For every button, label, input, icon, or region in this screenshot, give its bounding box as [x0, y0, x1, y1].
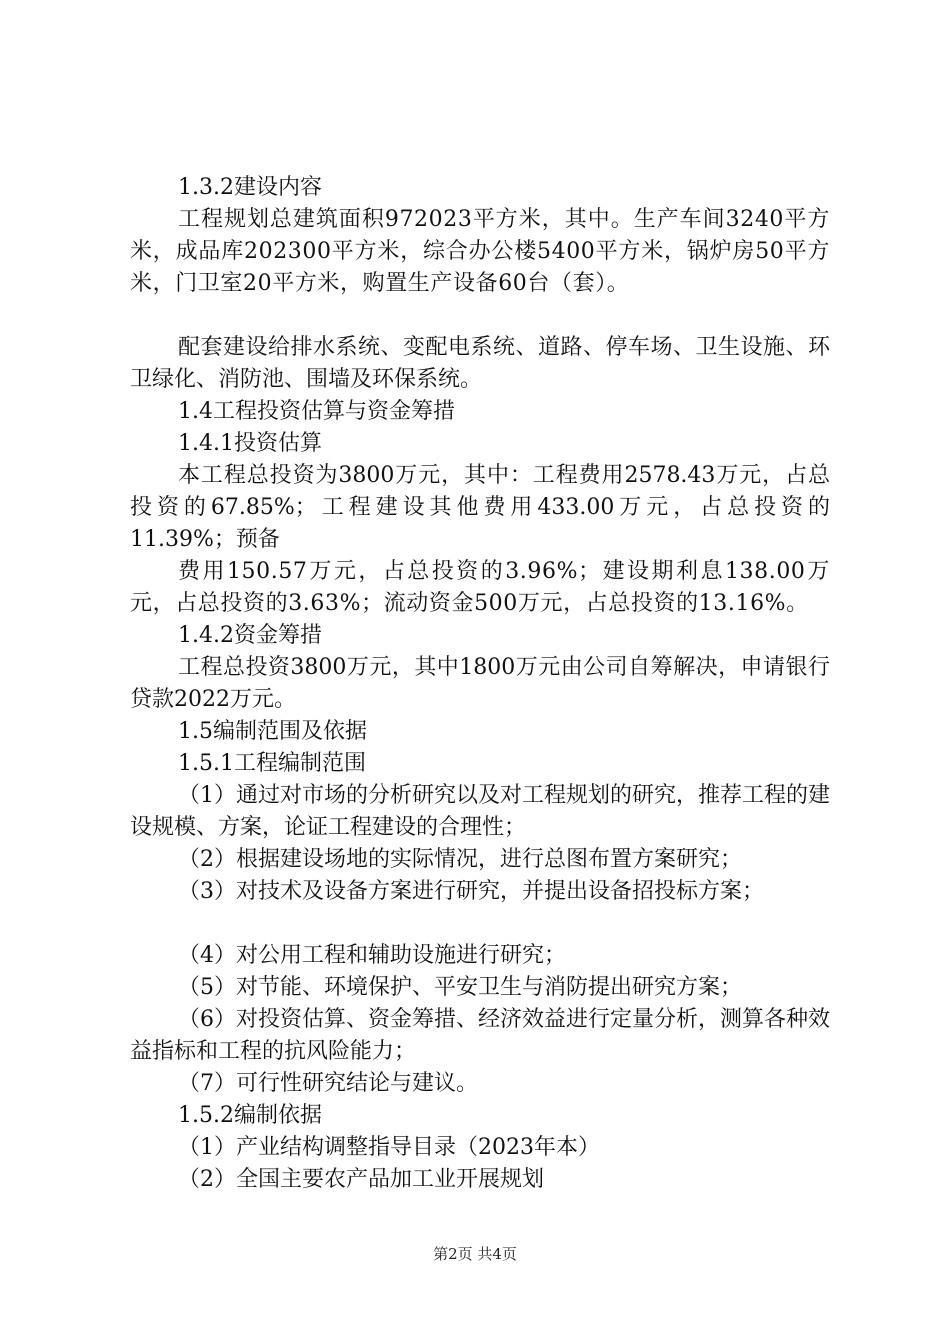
- scope-item-7: （7）可行性研究结论与建议。: [178, 1071, 478, 1096]
- construction-content-paragraph: 工程规划总建筑面积972023平方米，其中。生产车间3240平方米，成品库202300平方米，综合办公楼5400平方米，锅炉房50平方米，门卫室20平方米，购置生产设备60台（套）。: [130, 207, 830, 296]
- investment-estimate-continued-paragraph: 费用150.57万元，占总投资的3.96%；建设期利息138.00万元，占总投资的3.63%；流动资金500万元，占总投资的13.16%。: [130, 559, 830, 616]
- basis-item-1: （1）产业结构调整指导目录（2023年本）: [178, 1135, 600, 1160]
- section-heading-1-3-2: 1.3.2建设内容: [178, 175, 322, 200]
- basis-item-2: （2）全国主要农产品加工业开展规划: [178, 1167, 544, 1192]
- supporting-facilities-paragraph: 配套建设给排水系统、变配电系统、道路、停车场、卫生设施、环卫绿化、消防池、围墙及环保系统。: [130, 335, 830, 392]
- funding-paragraph: 工程总投资3800万元，其中1800万元由公司自筹解决，申请银行贷款2022万元。: [130, 655, 830, 712]
- scope-item-2: （2）根据建设场地的实际情况，进行总图布置方案研究；: [178, 847, 742, 872]
- scope-item-5: （5）对节能、环境保护、平安卫生与消防提出研究方案；: [178, 975, 742, 1000]
- section-heading-1-5-1: 1.5.1工程编制范围: [178, 751, 366, 776]
- scope-item-4: （4）对公用工程和辅助设施进行研究；: [178, 943, 566, 968]
- page-footer: 第2页 共4页: [433, 1245, 517, 1263]
- section-heading-1-4-1: 1.4.1投资估算: [178, 431, 322, 456]
- section-heading-1-4: 1.4工程投资估算与资金筹措: [178, 399, 455, 424]
- investment-estimate-paragraph: 本工程总投资为3800万元，其中：工程费用2578.43万元，占总投资的67.85%；工程建设其他费用433.00万元，占总投资的11.39%；预备: [130, 463, 830, 552]
- document-body: [130, 172, 830, 1196]
- section-heading-1-4-2: 1.4.2资金筹措: [178, 623, 322, 648]
- section-heading-1-5: 1.5编制范围及依据: [178, 719, 367, 744]
- scope-item-1: （1）通过对市场的分析研究以及对工程规划的研究，推荐工程的建设规模、方案，论证工程建设的合理性；: [130, 783, 830, 840]
- scope-item-3: （3）对技术及设备方案进行研究，并提出设备招投标方案；: [178, 879, 764, 904]
- scope-item-6: （6）对投资估算、资金筹措、经济效益进行定量分析，测算各种效益指标和工程的抗风险能力；: [130, 1007, 830, 1064]
- section-heading-1-5-2: 1.5.2编制依据: [178, 1103, 322, 1128]
